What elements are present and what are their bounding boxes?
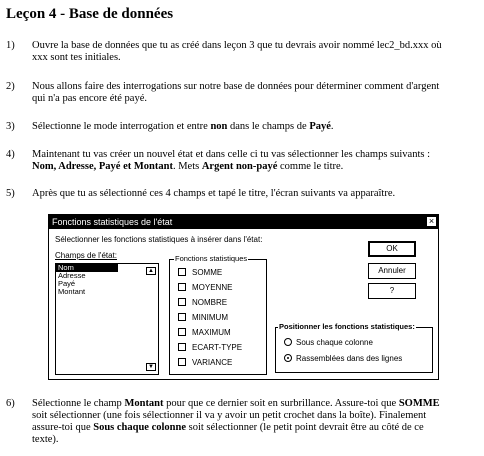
checkbox-icon[interactable] [178, 283, 186, 291]
stats-functions-dialog [48, 214, 439, 380]
dialog-title: Fonctions statistiques de l'état [52, 217, 173, 227]
list-item[interactable]: Payé [58, 279, 76, 288]
position-group-label: Positionner les fonctions statistiques: [279, 322, 415, 331]
step-number: 4) [6, 149, 15, 160]
scroll-up-icon[interactable]: ▲ [146, 267, 156, 275]
step-number: 3) [6, 121, 15, 132]
close-icon[interactable]: × [428, 216, 435, 226]
step-6 [6, 398, 476, 452]
help-button[interactable]: ? [368, 283, 416, 299]
step-4 [6, 149, 476, 175]
step-2 [6, 81, 476, 107]
checkbox-somme[interactable]: SOMME [178, 268, 222, 278]
radio-under-each-column[interactable]: Sous chaque colonne [284, 338, 373, 348]
step-text: xxx sont tes initiales. [32, 52, 121, 63]
step-3 [6, 121, 476, 135]
checkbox-minimum[interactable]: MINIMUM [178, 313, 228, 323]
functions-group-label: Fonctions statistiques [175, 254, 248, 263]
page-title: Leçon 4 - Base de données [6, 6, 174, 22]
step-text: Nom, Adresse, Payé et Montant. Mets Argent non-payé comme le titre. [32, 161, 344, 172]
report-fields-list[interactable] [55, 263, 159, 375]
checkbox-moyenne[interactable]: MOYENNE [178, 283, 232, 293]
checkbox-maximum[interactable]: MAXIMUM [178, 328, 231, 338]
checkbox-icon[interactable] [178, 358, 186, 366]
radio-selected-icon[interactable] [284, 354, 292, 362]
checkbox-icon[interactable] [178, 268, 186, 276]
step-5 [6, 188, 476, 202]
step-text: Maintenant tu vas créer un nouvel état et dans celle ci tu vas sélectionner les champs suivants : [32, 149, 430, 160]
checkbox-variance[interactable]: VARIANCE [178, 358, 232, 368]
step-text: Sélectionne le mode interrogation et entre non dans le champs de Payé. [32, 121, 334, 132]
step-number: 1) [6, 40, 15, 51]
checkbox-ecart-type[interactable]: ECART-TYPE [178, 343, 242, 353]
checkbox-icon[interactable] [178, 328, 186, 336]
checkbox-nombre[interactable]: NOMBRE [178, 298, 227, 308]
step-number: 6) [6, 398, 15, 409]
step-1 [6, 40, 476, 66]
step-number: 5) [6, 188, 15, 199]
step-text: soit sélectionner (une fois sélectionner il va y avoir un petit crochet dans la boîte). Finalement [32, 410, 427, 421]
step-text: Après que tu as sélectionné ces 4 champs et tapé le titre, l'écran suivants va apparaître. [32, 188, 396, 199]
position-group [275, 322, 433, 373]
list-item[interactable]: Adresse [58, 271, 86, 280]
fields-label: Champs de l'état: [55, 251, 118, 260]
checkbox-icon[interactable] [178, 313, 186, 321]
radio-icon[interactable] [284, 338, 292, 346]
scroll-down-icon[interactable]: ▼ [146, 363, 156, 371]
cancel-button[interactable]: Annuler [368, 263, 416, 279]
radio-grouped-in-lines[interactable]: Rassemblées dans des lignes [284, 354, 402, 364]
dialog-prompt: Sélectionner les fonctions statistiques à insérer dans l'état: [55, 235, 263, 244]
step-text: texte). [32, 434, 59, 445]
list-item[interactable]: Nom [56, 264, 118, 272]
step-text: Sélectionne le champ Montant pour que ce dernier soit en surbrillance. Assure-toi que SOMME [32, 398, 440, 409]
checkbox-icon[interactable] [178, 343, 186, 351]
list-item[interactable]: Montant [58, 287, 86, 296]
dialog-title-bar[interactable] [49, 215, 438, 229]
step-text: qui n'a pas encore été payé. [32, 93, 148, 104]
checkbox-icon[interactable] [178, 298, 186, 306]
step-text: Ouvre la base de données que tu as créé dans leçon 3 que tu devrais avoir nommé lec2_bd.xxx où [32, 40, 442, 51]
step-text: assure-toi que Sous chaque colonne soit sélectionner (le petit point devrait être au côté de ce [32, 422, 424, 433]
step-number: 2) [6, 81, 15, 92]
ok-button[interactable]: OK [368, 241, 416, 257]
step-text: Nous allons faire des interrogations sur notre base de données pour déterminer comment d'argent [32, 81, 440, 92]
functions-group [169, 254, 267, 375]
